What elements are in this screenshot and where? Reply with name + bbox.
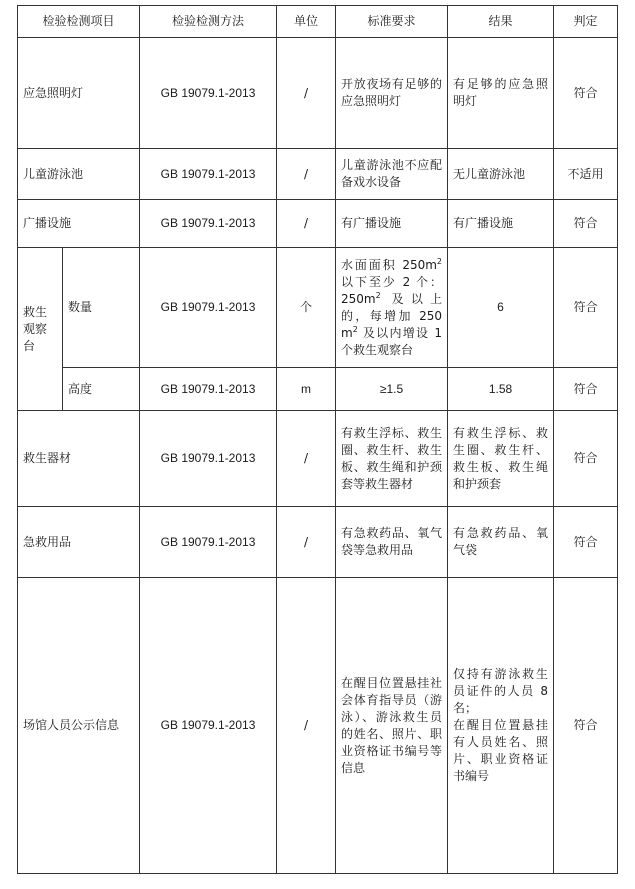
verdict-cell: 不适用: [554, 149, 618, 200]
unit-cell: /: [277, 38, 336, 149]
result-cell: 1.58: [448, 368, 554, 411]
table-row: [18, 200, 618, 248]
unit-cell: /: [277, 149, 336, 200]
result-cell: 无儿童游泳池: [448, 149, 554, 200]
method-cell: GB 19079.1-2013: [140, 578, 277, 874]
table-row: [18, 368, 618, 411]
result-cell: 有广播设施: [448, 200, 554, 248]
header-unit: 单位: [277, 6, 336, 38]
subitem-cell: 高度: [63, 368, 140, 411]
standard-cell: 儿童游泳池不应配备戏水设备: [336, 149, 448, 200]
result-line: 仅持有游泳救生员证件的人员 8 名；: [453, 667, 549, 715]
superscript: 2: [436, 256, 443, 266]
standard-text: 及以上的，每增加 250 m: [341, 291, 443, 340]
method-cell: GB 19079.1-2013: [140, 368, 277, 411]
standard-cell: 有急救药品、氧气袋等急救用品: [336, 507, 448, 578]
unit-cell: /: [277, 411, 336, 507]
group-cell-lifeguard-tower: 救生观察台: [18, 248, 63, 411]
item-cell: 救生器材: [18, 411, 140, 507]
table-row: [18, 149, 618, 200]
table-row: [18, 578, 618, 874]
superscript: 2: [375, 290, 381, 300]
standard-text: 及以内增设 1 个救生观察台: [341, 325, 443, 357]
verdict-cell: 符合: [554, 200, 618, 248]
standard-cell: 开放夜场有足够的应急照明灯: [336, 38, 448, 149]
method-cell: GB 19079.1-2013: [140, 411, 277, 507]
table-row: [18, 411, 618, 507]
inspection-table: [17, 5, 618, 874]
verdict-cell: 符合: [554, 411, 618, 507]
unit-cell: 个: [277, 248, 336, 368]
standard-cell: 有广播设施: [336, 200, 448, 248]
table-row: [18, 507, 618, 578]
header-standard: 标准要求: [336, 6, 448, 38]
standard-text: 以下至少 2 个：250m: [341, 274, 443, 306]
result-cell: 6: [448, 248, 554, 368]
verdict-cell: 符合: [554, 38, 618, 149]
item-cell: 儿童游泳池: [18, 149, 140, 200]
standard-text: 水面面积 250m: [341, 257, 437, 272]
standard-cell: ≥1.5: [336, 368, 448, 411]
header-item: 检验检测项目: [18, 6, 140, 38]
table-row: [18, 248, 618, 368]
item-cell: 广播设施: [18, 200, 140, 248]
result-cell: 有急救药品、氧气袋: [448, 507, 554, 578]
header-result: 结果: [448, 6, 554, 38]
header-verdict: 判定: [554, 6, 618, 38]
result-cell: [448, 578, 554, 874]
item-cell: 应急照明灯: [18, 38, 140, 149]
standard-cell: 在醒目位置悬挂社会体育指导员（游泳）、游泳救生员的姓名、照片、职业资格证书编号等信息: [336, 578, 448, 874]
table-row: [18, 38, 618, 149]
standard-cell: 有救生浮标、救生圈、救生杆、救生板、救生绳和护颈套等救生器材: [336, 411, 448, 507]
verdict-cell: 符合: [554, 578, 618, 874]
method-cell: GB 19079.1-2013: [140, 248, 277, 368]
verdict-cell: 符合: [554, 248, 618, 368]
subitem-cell: 数量: [63, 248, 140, 368]
method-cell: GB 19079.1-2013: [140, 200, 277, 248]
unit-cell: /: [277, 200, 336, 248]
standard-cell: [336, 248, 448, 368]
unit-cell: m: [277, 368, 336, 411]
superscript: 2: [352, 324, 358, 334]
header-method: 检验检测方法: [140, 6, 277, 38]
unit-cell: /: [277, 578, 336, 874]
header-row: [18, 6, 618, 38]
method-cell: GB 19079.1-2013: [140, 149, 277, 200]
method-cell: GB 19079.1-2013: [140, 38, 277, 149]
item-cell: 场馆人员公示信息: [18, 578, 140, 874]
verdict-cell: 符合: [554, 507, 618, 578]
result-cell: 有足够的应急照明灯: [448, 38, 554, 149]
unit-cell: /: [277, 507, 336, 578]
result-line: 在醒目位置悬挂有人员姓名、照片、职业资格证书编号: [453, 718, 549, 783]
item-cell: 急救用品: [18, 507, 140, 578]
result-cell: 有救生浮标、救生圈、救生杆、救生板、救生绳和护颈套: [448, 411, 554, 507]
verdict-cell: 符合: [554, 368, 618, 411]
method-cell: GB 19079.1-2013: [140, 507, 277, 578]
